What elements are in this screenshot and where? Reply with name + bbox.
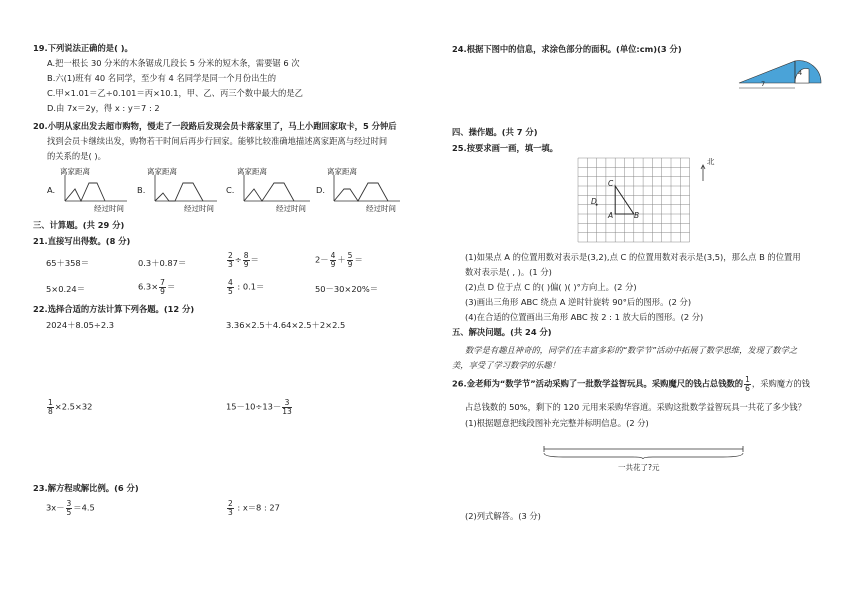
q21-item-8: 50－30×20%＝ [315,284,379,294]
q20-option-d-label: D. [316,185,326,195]
q21-item-2: 0.3＋0.87＝ [138,258,187,268]
section-5-intro-line2: 美，享受了学习数学的乐趣！ [452,360,560,370]
q20-option-b-label: B. [137,185,146,195]
section-5-title: 五、解决问题。(共 24 分) [452,327,552,337]
q25-point-d: D [591,197,597,206]
q25-title: 25.按要求画一画，填一填。 [452,143,558,153]
q26-total-label: 一共花了?元 [618,463,660,472]
q26-line2: 占总钱数的 50%，剩下的 120 元用来采购华容道。采购这批数学益智玩具一共花了多少钱？ [465,402,806,412]
q25-north-label: 北 [707,157,715,166]
q26-line1: 26.金老师为“数学节”活动采购了一批数学益智玩具。采购魔尺的钱占总钱数的 $\frac{1}{6}$ ，采购魔方的钱 [452,375,810,393]
q20-b-ylabel: 离家距离 [147,167,177,176]
q24-dim-bottom: 7 [761,80,766,88]
q20-c-ylabel: 离家距离 [237,167,267,176]
north-arrow-icon [700,164,706,182]
q20-b-xlabel: 经过时间 [184,204,214,213]
q20-c-plot [244,175,314,205]
q21-item-3: $\frac{2}{3}$ ÷ $\frac{8}{9}$ ＝ [228,251,259,269]
q21-item-7: $\frac{4}{5}$ : 0.1＝ [228,278,265,296]
q21-item-5: 5×0.24＝ [46,284,86,294]
q25-part2: (2)点 D 位于点 C 的( )偏( )( )°方向上。(2 分) [465,282,637,292]
q20-option-c-label: C. [226,185,235,195]
q21-item-6: 6.3× $\frac{7}{9}$ ＝ [138,278,176,296]
q19-option-d: D.由 7x＝2y，得 x : y＝7 : 2 [47,103,160,113]
q22-expr-1: 2024＋8.05÷2.3 [46,320,115,330]
section-5-intro-line1: 数学是有趣且神奇的，同学们在丰富多彩的“数学节”活动中拓展了数学思维，发现了数学之 [465,345,798,355]
q20-d-xlabel: 经过时间 [366,204,396,213]
q21-item-1: 65＋358＝ [46,258,89,268]
q23-equation-2: $\frac{2}{3}$ : x＝8 : 27 [228,499,280,517]
q23-title: 23.解方程或解比例。(6 分) [33,483,139,493]
q20-a-xlabel: 经过时间 [94,204,124,213]
q25-part3: (3)画出三角形 ABC 绕点 A 逆时针旋转 90°后的图形。(2 分) [465,297,692,307]
q19-title: 19.下列说法正确的是( )。 [33,43,133,53]
q20-option-a-label: A. [47,185,56,195]
q23-equation-1: 3x－ $\frac{3}{5}$ ＝4.5 [46,499,95,517]
q20-a-ylabel: 离家距离 [60,167,90,176]
q20-d-ylabel: 离家距离 [327,167,357,176]
q26-segment-diagram [543,446,745,460]
q20-line2: 找到会员卡继续出发，购物若干时间后再步行回家。能够比较准确地描述离家距离与经过时间 [47,136,388,146]
q20-a-plot [65,175,130,205]
q20-d-plot [334,175,404,205]
q21-title: 21.直接写出得数。(8 分) [33,236,131,246]
q25-part1-line1: (1)如果点 A 的位置用数对表示是(3,2),点 C 的位置用数对表示是(3,5)，那么点 B 的位置用 [465,252,801,262]
q25-part1-line2: 数对表示是( , )。(1 分) [465,267,552,277]
q20-c-xlabel: 经过时间 [276,204,306,213]
q19-option-c: C.甲×1.01＝乙÷0.101＝丙×10.1，甲、乙、丙三个数中最大的是乙 [47,88,303,98]
q19-option-a: A.把一根长 30 分米的木条锯成几段长 5 分米的短木条，需要锯 6 次 [47,58,300,68]
q20-line3: 的关系的是( )。 [47,151,106,161]
q22-title: 22.选择合适的方法计算下列各题。(12 分) [33,304,195,314]
q24-dim-side: 4 [798,69,803,77]
q25-point-c: C [608,179,614,188]
q21-item-4: 2－ $\frac{4}{9}$ ＋ $\frac{5}{9}$ ＝ [315,251,363,269]
q20-line1: 20.小明从家出发去超市购物，慢走了一段路后发现会员卡落家里了，马上小跑回家取卡，5 分钟后 [33,121,397,131]
q26-part2: (2)列式解答。(3 分) [465,511,541,521]
q22-expr-2: 3.36×2.5＋4.64×2.5＋2×2.5 [226,320,346,330]
q25-part4: (4)在合适的位置画出三角形 ABC 按 2 : 1 放大后的图形。(2 分) [465,312,704,322]
section-3-title: 三、计算题。(共 29 分) [33,220,125,230]
q22-expr-3: $\frac{1}{8}$ ×2.5×32 [48,398,93,416]
q24-shaded-figure [737,55,829,91]
section-4-title: 四、操作题。(共 7 分) [452,127,538,137]
q19-option-b: B.六(1)班有 40 名同学，至少有 4 名同学是同一个月份出生的 [47,73,277,83]
q26-part1: (1)根据题意把线段图补充完整并标明信息。(2 分) [465,418,649,428]
q20-b-plot [155,175,220,205]
q25-point-b: B [634,211,640,220]
q25-point-a: A [608,211,614,220]
q22-expr-4: 15－10÷13－ $\frac{3}{13}$ [226,398,292,416]
q24-title: 24.根据下图中的信息，求涂色部分的面积。(单位:cm)(3 分) [452,44,682,54]
